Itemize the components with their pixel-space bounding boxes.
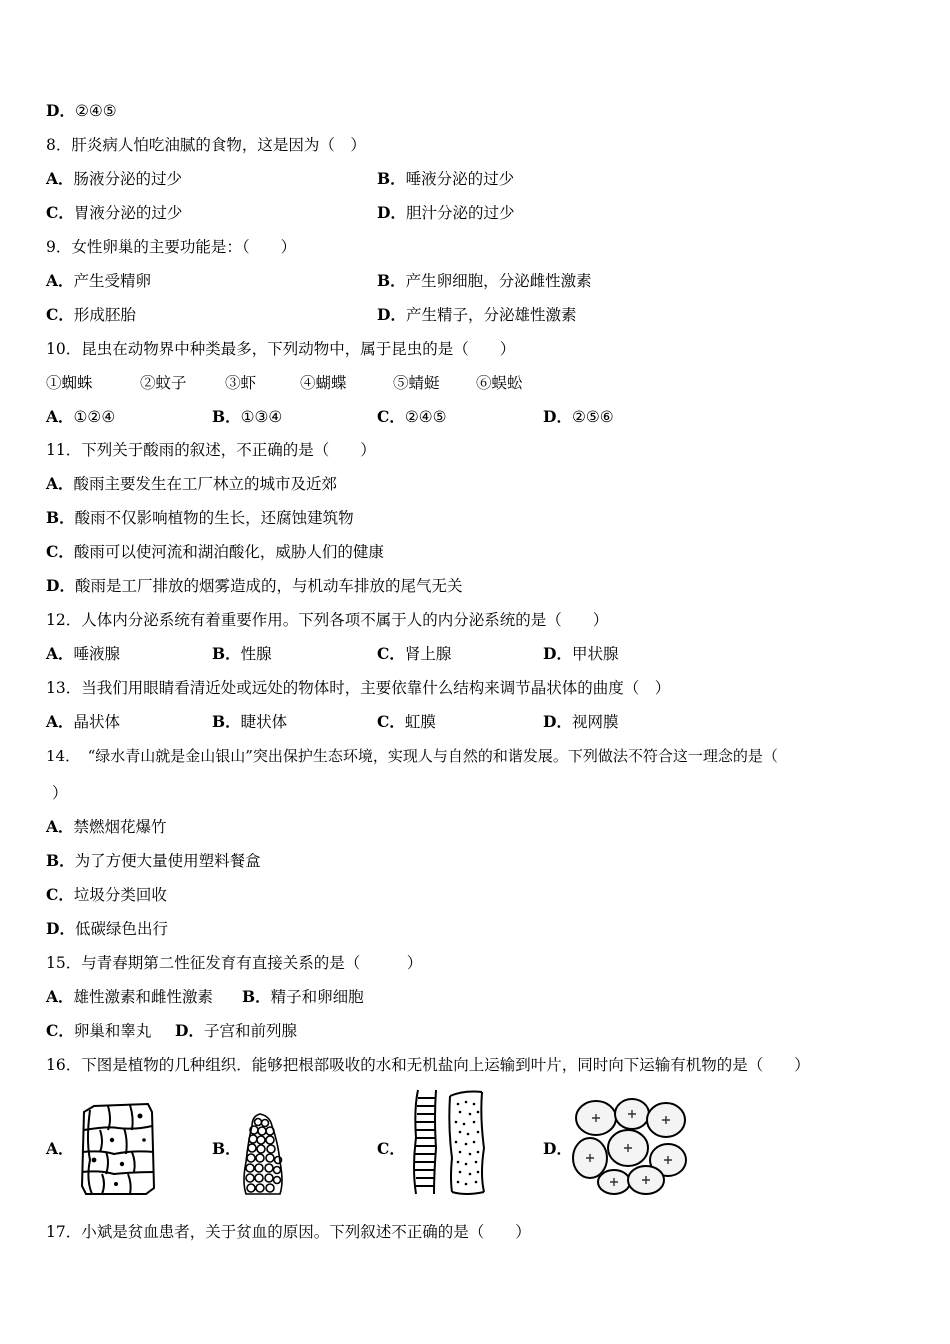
q13-stem: 13．当我们用眼睛看清近处或远处的物体时，主要依靠什么结构来调节晶状体的曲度（ ） bbox=[46, 679, 671, 697]
q10-option-a: A．①②④ bbox=[46, 407, 116, 426]
q13-option-d: D．视网膜 bbox=[543, 712, 619, 731]
q16-option-a-label: A． bbox=[46, 1139, 74, 1158]
q12-option-c: C．肾上腺 bbox=[377, 644, 452, 663]
q15-option-d: D．子宫和前列腺 bbox=[175, 1021, 297, 1040]
q11-option-d: D．酸雨是工厂排放的烟雾造成的，与机动车排放的尾气无关 bbox=[46, 576, 463, 595]
q14-stem-line2: ） bbox=[52, 784, 68, 802]
q9-stem: 9．女性卵巢的主要功能是：（ ） bbox=[46, 238, 297, 256]
tissue-a-image bbox=[78, 1100, 158, 1198]
q14-option-b: B．为了方便大量使用塑料餐盒 bbox=[46, 851, 261, 870]
q10-option-d: D．②⑤⑥ bbox=[543, 407, 614, 426]
q9-option-d: D．产生精子，分泌雄性激素 bbox=[377, 305, 577, 324]
q15-stem: 15．与青春期第二性征发育有直接关系的是（ ） bbox=[46, 954, 423, 972]
q8-stem: 8．肝炎病人怕吃油腻的食物，这是因为（ ） bbox=[46, 136, 366, 154]
q10-option-c: C．②④⑤ bbox=[377, 407, 447, 426]
q11-option-a: A．酸雨主要发生在工厂林立的城市及近郊 bbox=[46, 474, 338, 493]
q8-option-b: B．唾液分泌的过少 bbox=[377, 169, 515, 188]
q10-animal-5: ⑤蜻蜓 bbox=[393, 374, 440, 392]
q11-option-b: B．酸雨不仅影响植物的生长，还腐蚀建筑物 bbox=[46, 508, 354, 527]
q13-option-b: B．睫状体 bbox=[212, 712, 288, 731]
q12-stem: 12．人体内分泌系统有着重要作用。下列各项不属于人的内分泌系统的是（ ） bbox=[46, 611, 609, 629]
q16-option-b-label: B． bbox=[212, 1139, 241, 1158]
q8-option-d: D．胆汁分泌的过少 bbox=[377, 203, 515, 222]
q16-option-c-label: C． bbox=[377, 1139, 405, 1158]
q13-option-a: A．晶状体 bbox=[46, 712, 121, 731]
q10-animal-6: ⑥蜈蚣 bbox=[476, 374, 523, 392]
tissue-b-image bbox=[240, 1112, 286, 1196]
q15-option-c: C．卵巢和睾丸 bbox=[46, 1021, 152, 1040]
q10-animal-3: ③虾 bbox=[225, 374, 257, 392]
q10-option-b: B．①③④ bbox=[212, 407, 283, 426]
q14-stem-line1: 14． “绿水青山就是金山银山”突出保护生态环境，实现人与自然的和谐发展。下列做法不符合这一理念的是（ bbox=[46, 747, 778, 765]
q17-stem: 17．小斌是贫血患者，关于贫血的原因。下列叙述不正确的是（ ） bbox=[46, 1223, 531, 1241]
q10-animal-4: ④蝴蝶 bbox=[300, 374, 347, 392]
q14-option-c: C．垃圾分类回收 bbox=[46, 885, 167, 904]
q14-option-a: A．禁燃烟花爆竹 bbox=[46, 817, 167, 836]
q12-option-d: D．甲状腺 bbox=[543, 644, 619, 663]
q10-animal-2: ②蚊子 bbox=[140, 374, 187, 392]
q7-option-d: D．②④⑤ bbox=[46, 101, 117, 120]
q10-animal-1: ①蜘蛛 bbox=[46, 374, 93, 392]
q11-option-c: C．酸雨可以使河流和湖泊酸化，威胁人们的健康 bbox=[46, 542, 384, 561]
tissue-d-image bbox=[572, 1096, 690, 1196]
q15-option-b: B．精子和卵细胞 bbox=[242, 987, 364, 1006]
q10-stem: 10．昆虫在动物界中种类最多，下列动物中，属于昆虫的是（ ） bbox=[46, 340, 516, 358]
q16-option-d-label: D． bbox=[543, 1139, 572, 1158]
q12-option-a: A．唾液腺 bbox=[46, 644, 121, 663]
q8-option-c: C．胃液分泌的过少 bbox=[46, 203, 183, 222]
q15-option-a: A．雄性激素和雌性激素 bbox=[46, 987, 214, 1006]
q9-option-c: C．形成胚胎 bbox=[46, 305, 136, 324]
q8-option-a: A．肠液分泌的过少 bbox=[46, 169, 183, 188]
q11-stem: 11．下列关于酸雨的叙述，不正确的是（ ） bbox=[46, 441, 376, 459]
q9-option-a: A．产生受精卵 bbox=[46, 271, 152, 290]
q9-option-b: B．产生卵细胞，分泌雌性激素 bbox=[377, 271, 592, 290]
q13-option-c: C．虹膜 bbox=[377, 712, 436, 731]
q12-option-b: B．性腺 bbox=[212, 644, 272, 663]
q14-option-d: D．低碳绿色出行 bbox=[46, 919, 168, 938]
tissue-c-image bbox=[404, 1088, 494, 1196]
q16-stem: 16．下图是植物的几种组织．能够把根部吸收的水和无机盐向上运输到叶片，同时向下运输有机物的是（ ） bbox=[46, 1056, 810, 1074]
